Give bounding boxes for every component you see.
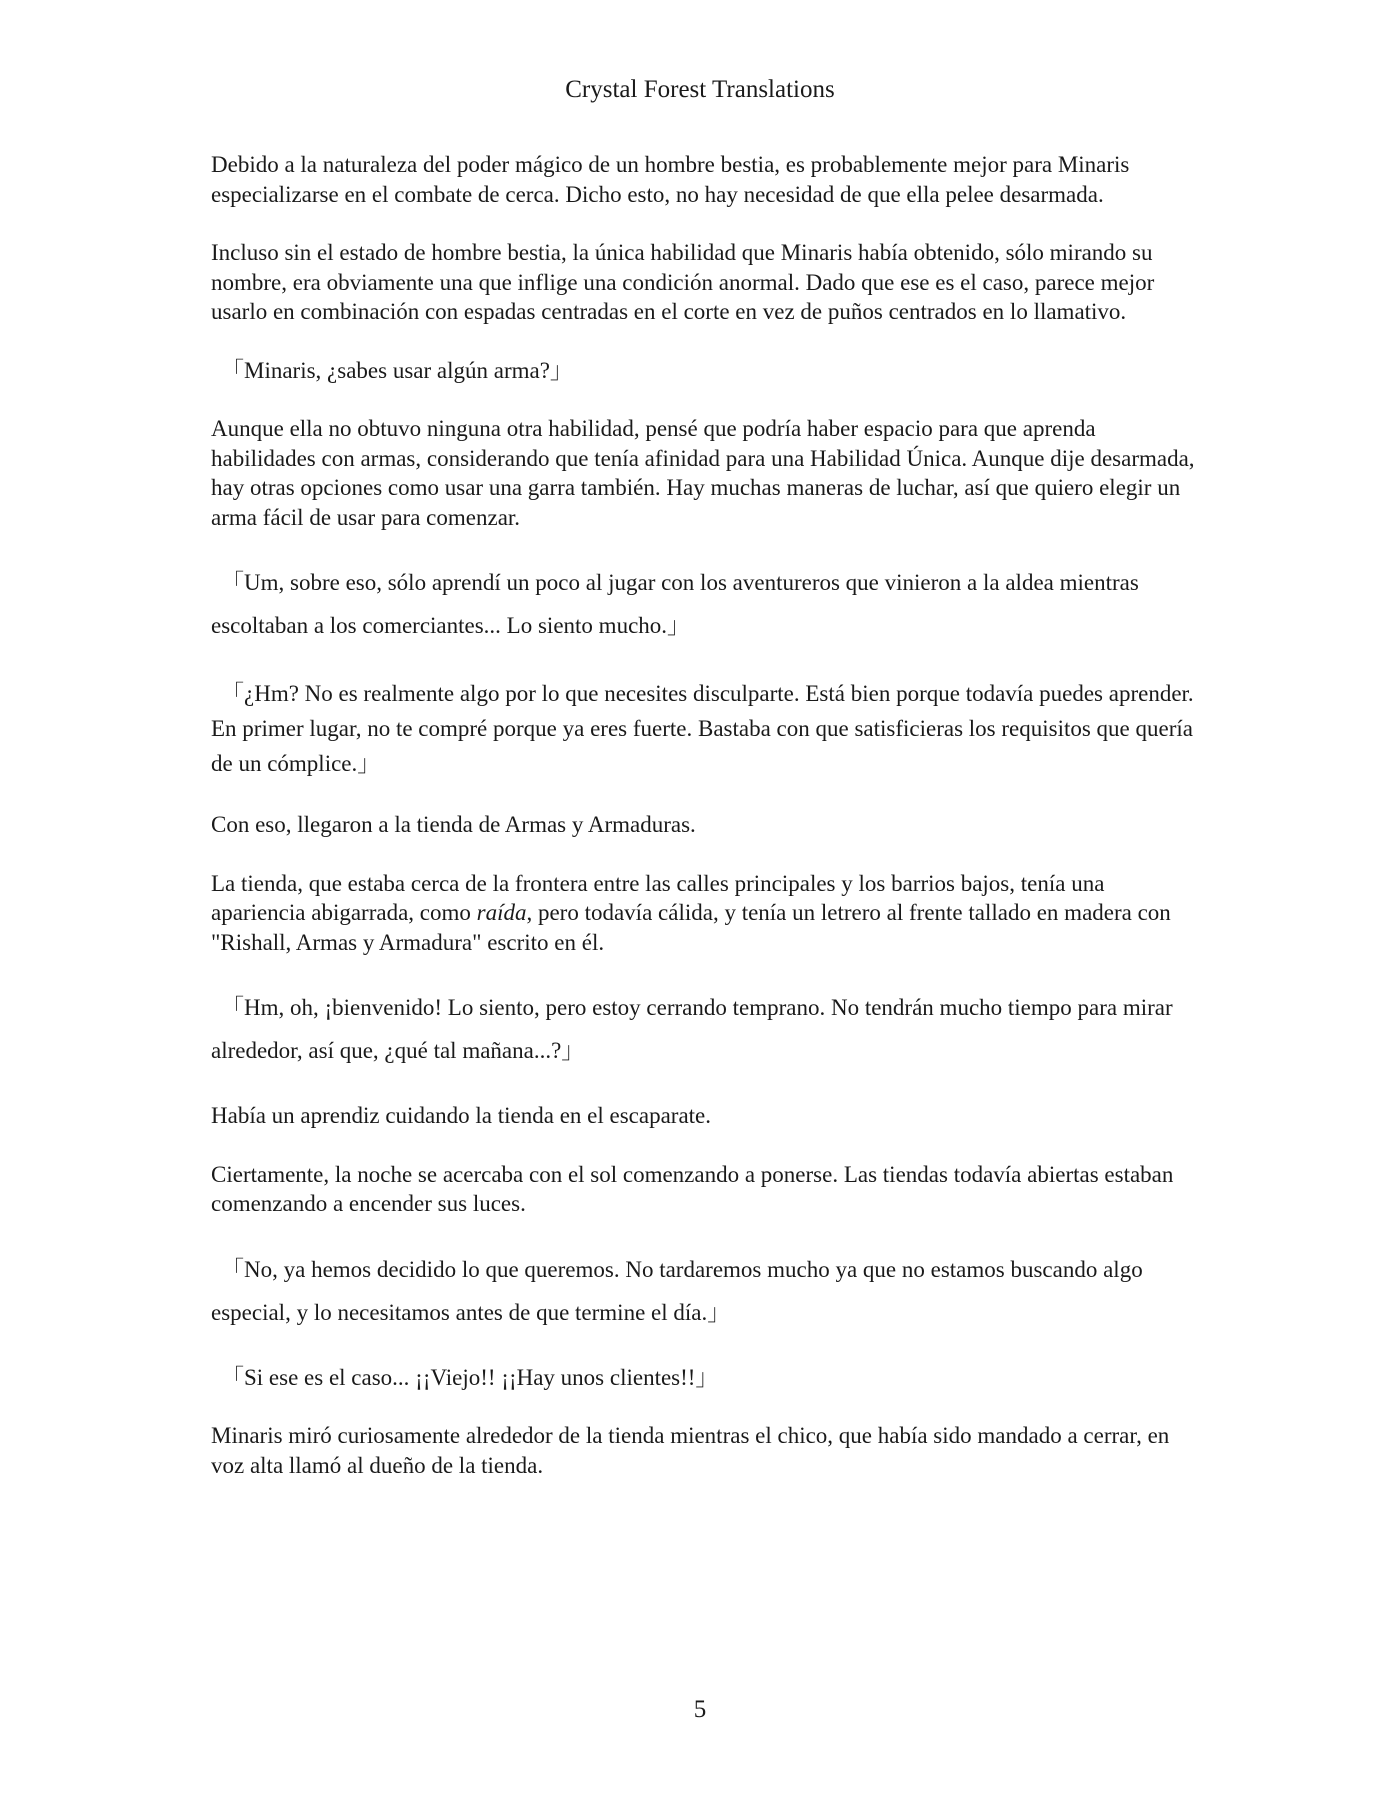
paragraph: Incluso sin el estado de hombre bestia, la única habilidad que Minaris había obtenido, sólo mirando su nombre, era obviamente una que inflige una condición anormal. Dado que ese es el caso, parece mejor usarlo en combinación con espadas centradas en el corte en vez de puños centrados en lo llamativo. bbox=[211, 240, 1155, 324]
paragraph bbox=[211, 869, 1196, 958]
text-segment: La tienda, que estaba cerca de la frontera entre las calles principales y los barrios bajos, tenía una apariencia abigarrada, como bbox=[211, 870, 1105, 925]
dialogue-paragraph bbox=[211, 1248, 1196, 1334]
paragraph: Minaris miró curiosamente alrededor de la tienda mientras el chico, que había sido mandado a cerrar, en voz alta llamó al dueño de la tienda. bbox=[211, 1423, 1170, 1478]
text-segment: , pero todavía cálida, y tenía un letrero al frente tallado en madera con "Rishall, Armas y Armadura" escrito en él. bbox=[211, 900, 1171, 955]
dialogue-paragraph bbox=[211, 986, 1196, 1072]
paragraph: Debido a la naturaleza del poder mágico de un hombre bestia, es probablemente mejor para Minaris especializarse en el combate de cerca. Dicho esto, no hay necesidad de que ella pelee desarmada. bbox=[211, 152, 1130, 207]
dialogue-text: 「¿Hm? No es realmente algo por lo que necesites disculparte. Está bien porque todavía puedes aprender. En primer lugar, no te compré porque ya eres fuerte. Bastaba con que satisficieras los requisitos que quería de un cómplice.」 bbox=[211, 681, 1194, 776]
italic-word: raída bbox=[476, 900, 527, 925]
dialogue-text: 「No, ya hemos decidido lo que queremos. No tardaremos mucho ya que no estamos buscando algo especial, y lo necesitamos antes de que termine el día.」 bbox=[211, 1256, 1143, 1325]
dialogue-text: 「Um, sobre eso, sólo aprendí un poco al jugar con los aventureros que vinieron a la aldea mientras escoltaban a los comerciantes... Lo siento mucho.」 bbox=[211, 570, 1139, 638]
paragraph: Con eso, llegaron a la tienda de Armas y Armaduras. bbox=[211, 812, 696, 837]
paragraph: Había un aprendiz cuidando la tienda en el escaparate. bbox=[211, 1103, 712, 1128]
dialogue-paragraph: 「Si ese es el caso... ¡¡Viejo!! ¡¡Hay unos clientes!!」 bbox=[221, 1364, 719, 1390]
page-header: Crystal Forest Translations bbox=[565, 76, 835, 103]
page-number: 5 bbox=[693, 1696, 707, 1723]
dialogue-paragraph: 「Minaris, ¿sabes usar algún arma?」 bbox=[221, 357, 573, 383]
paragraph: Aunque ella no obtuvo ninguna otra habilidad, pensé que podría haber espacio para que aprenda habilidades con armas, considerando que tenía afinidad para una Habilidad Única. Aunque dije desarmada, hay otras opciones como usar una garra también. Hay muchas maneras de luchar, así que quiero elegir un arma fácil de usar para comenzar. bbox=[211, 416, 1195, 530]
dialogue-paragraph bbox=[211, 561, 1196, 647]
page-body bbox=[211, 150, 1196, 1509]
dialogue-text: 「Hm, oh, ¡bienvenido! Lo siento, pero estoy cerrando temprano. No tendrán mucho tiempo para mirar alrededor, así que, ¿qué tal mañana...?」 bbox=[211, 995, 1173, 1063]
paragraph: Ciertamente, la noche se acercaba con el sol comenzando a ponerse. Las tiendas todavía abiertas estaban comenzando a encender sus luces. bbox=[211, 1161, 1174, 1216]
dialogue-paragraph bbox=[211, 676, 1196, 781]
